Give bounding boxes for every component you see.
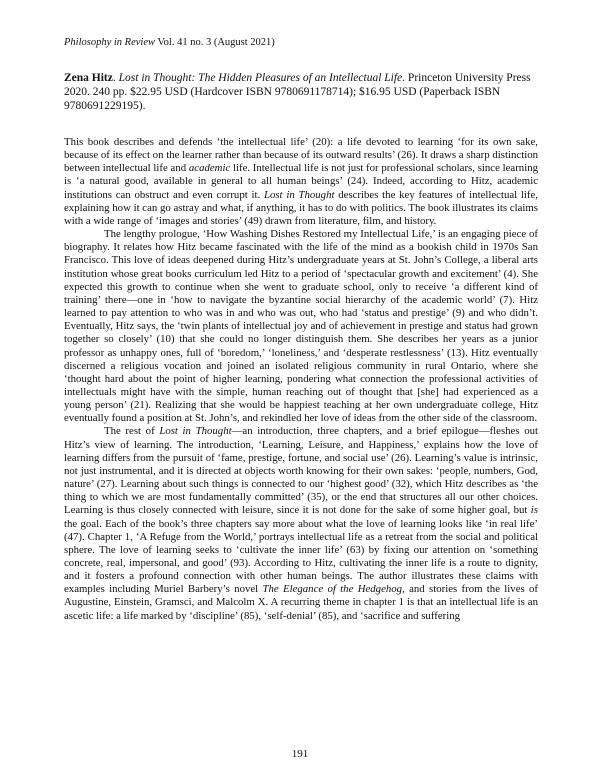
book-citation: Zena Hitz. Lost in Thought: The Hidden Pleasures of an Intellectual Life. Princeton University Press 2020. 240 pp. $22.95 USD (Hardcover ISBN 9780691178714); $16.95 USD (Paperback ISBN 9780691229195). bbox=[64, 72, 531, 112]
journal-name: Philosophy in Review bbox=[64, 37, 155, 48]
book-title: Lost in Thought: The Hidden Pleasures of an Intellectual Life bbox=[118, 72, 403, 84]
paragraph-1: This book describes and defends ‘the intellectual life’ (20): a life devoted to learning ‘for its own sake, because of its effect on the learner rather than because of its outward results’ (26). It draws a sharp distinction between intellectual life and academic life. Intellectual life is not just for professional scholars, since learning is ‘a natural good, available in general to all human beings’ (24). Indeed, according to Hitz, academic institutions can obstruct and even corrupt it. Lost in Thought describes the key features of intellectual life, explaining how it can go astray and what, if anything, it has to do with politics. The book illustrates its claims with a wide range of ‘images and stories’ (49) drawn from literature, film, and history. bbox=[64, 136, 538, 227]
paragraph-3: The rest of Lost in Thought—an introduction, three chapters, and a brief epilogue—fleshes out Hitz’s view of learning. The introduction, ‘Learning, Leisure, and Happiness,’ explains how the love of learning differs from the pursuit of ‘fame, prestige, fortune, and social use’ (26). Learning’s value is intrinsic, not just instrumental, and it is directed at objects worth knowing for their own sakes: ‘people, numbers, God, nature’ (27). Learning about such things is connected to our ‘highest good’ (32), which Hitz describes as ‘the thing to which we are most fundamentally committed’ (35), or the end that structures all our other choices. Learning is thus closely connected with leisure, since it is not done for the sake of some higher goal, but is the goal. Each of the book’s three chapters say more about what the love of learning looks like ‘in real life’ (47). Chapter 1, ‘A Refuge from the World,’ portrays intellectual life as a retreat from the social and political sphere. The love of learning seeks to ‘cultivate the inner life’ (63) by fixing our attention on ‘something concrete, real, impersonal, and good’ (93). According to Hitz, cultivating the inner life is a route to dignity, and it fosters a profound connection with other human beings. The author illustrates these claims with examples including Muriel Barbery’s novel The Elegance of the Hedgehog, and stories from the lives of Augustine, Einstein, Gramsci, and Malcolm X. A recurring theme in chapter 1 is that an intellectual life is an ascetic life: a life marked by ‘discipline’ (85), ‘self-denial’ (85), and ‘sacrifice and suffering bbox=[64, 425, 539, 622]
page-number: 191 bbox=[291, 748, 309, 760]
journal-issue: Vol. 41 no. 3 (August 2021) bbox=[154, 37, 275, 48]
book-publication-details: . Princeton University Press 2020. 240 pp. $22.95 USD (Hardcover ISBN 9780691178714); $16.95 USD (Paperback ISBN 9780691229195). bbox=[64, 72, 531, 112]
book-author: Zena Hitz bbox=[64, 72, 113, 84]
review-body bbox=[64, 136, 538, 623]
paragraph-2: The lengthy prologue, ‘How Washing Dishes Restored my Intellectual Life,’ is an engaging piece of biography. It relates how Hitz became fascinated with the life of the mind as a bookish child in 1970s San Francisco. This love of ideas deepened during Hitz’s undergraduate years at St. John’s College, a liberal arts institution whose great books curriculum led Hitz to a period of ‘spectacular growth and excitement’ (4). She expected this growth to continue when she went to graduate school, only to receive ‘a different kind of training’ there—one in ‘how to navigate the byzantine social hierarchy of the academic world’ (7). Hitz learned to pay attention to who was in and who was out, who had ‘status and prestige’ (9) and who didn’t. Eventually, Hitz says, the ‘twin plants of intellectual joy and of achievement in prestige and status had grown together so closely’ (10) that she could no longer distinguish them. She describes her years as a junior professor as unhappy ones, full of ‘boredom,’ ‘loneliness,’ and ‘desperate restlessness’ (13). Hitz eventually discerned a religious vocation and joined an isolated religious community in rural Ontario, where she ‘thought hard about the point of higher learning, pondering what connection the professional activities of intellectuals might have with the simple, human reaching out of thought that [she] had experienced as a young person’ (21). Realizing that she would be happiest teaching at her own undergraduate college, Hitz eventually found a position at St. John’s, and rekindled her love of ideas from the other side of the classroom. bbox=[64, 228, 538, 425]
running-header bbox=[64, 36, 275, 49]
